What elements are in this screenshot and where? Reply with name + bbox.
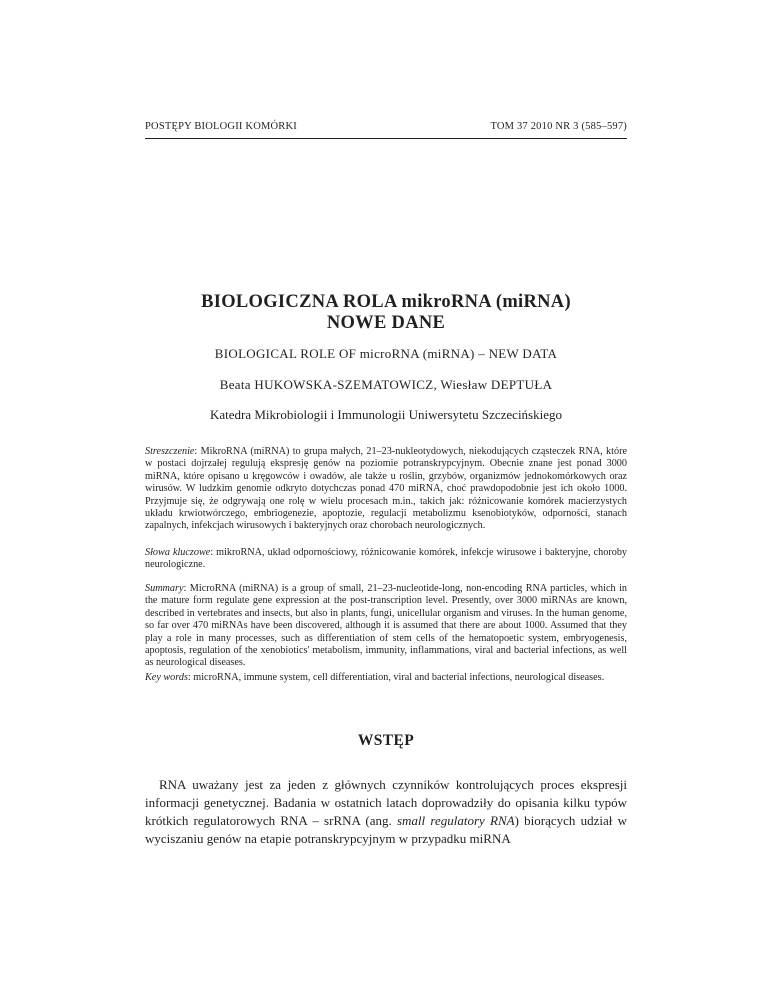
article-title-line-2: NOWE DANE	[326, 313, 446, 333]
article-title	[145, 292, 627, 334]
abstract-polish	[145, 446, 627, 533]
abstract-english	[145, 583, 627, 670]
keywords-polish-text: : mikroRNA, układ odpornościowy, różnicowanie komórek, infekcje wirusowe i bakteryjne, choroby neurologiczne.	[145, 547, 628, 571]
body-text-part-2: ) biorących udział w wyciszaniu genów na etapie potranskrypcyjnym w przypadku miRNA	[145, 813, 628, 846]
body-text-part-1: RNA uważany jest za jeden z głównych czynników kontrolujących proces ekspresji informacji genetycznej. Badania w ostatnich latach doprowadziły do opisania kilku typów krótkich regulatorowych RNA – srRNA (ang.	[145, 777, 627, 828]
keywords-polish-label: Słowa kluczowe	[145, 547, 211, 558]
authors: Beata HUKOWSKA-SZEMATOWICZ, Wiesław DEPTUŁA	[219, 377, 553, 392]
body-paragraph	[145, 776, 627, 848]
keywords-english-text: : microRNA, immune system, cell differentiation, viral and bacterial infections, neurological diseases.	[187, 672, 605, 683]
body-text-italic: small regulatory RNA	[396, 813, 515, 828]
abstract-english-label: Summary	[145, 583, 184, 594]
section-heading: WSTĘP	[357, 732, 415, 749]
article-title-english: BIOLOGICAL ROLE OF microRNA (miRNA) – NEW DATA	[214, 346, 558, 361]
journal-name: POSTĘPY BIOLOGII KOMÓRKI	[145, 121, 297, 132]
keywords-english	[145, 672, 627, 684]
affiliation: Katedra Mikrobiologii i Immunologii Uniwersytetu Szczecińskiego	[209, 407, 562, 422]
header-rule	[145, 138, 627, 139]
keywords-english-label: Key words	[145, 672, 188, 683]
volume-info: TOM 37 2010 NR 3 (585–597)	[490, 121, 627, 132]
abstract-english-text: : MicroRNA (miRNA) is a group of small, 21–23-nucleotide-long, non-encoding RNA particles, which in the mature form regulate gene expression at the post-transcription level. Presently, over 3000 miRNAs are known, described in vertebrates and insects, but also in plants, fungi, unicellular organism and viruses. In the human genome, so far over 470 miRNAs have been discovered, although it is assumed that there are about 1000. Assumed that they play a role in many processes, such as differentiation of stem cells of the hematopoetic system, embryogenesis, apoptosis, regulation of the xenobiotics' metabolism, immunity, inflammations, viral and bacterial infections, as well as neurological diseases.	[145, 583, 627, 669]
abstract-polish-text: : MikroRNA (miRNA) to grupa małych, 21–23-nukleotydowych, niekodujących cząsteczek RNA, które w postaci dojrzałej regulują ekspresję genów na poziomie potranskrypcyjnym. Obecnie znane jest ponad 3000 miRNA, które opisano u kręgowców i owadów, ale także u roślin, grzybów, organizmów jednokomórkowych oraz wirusów. W ludzkim genomie odkryto dotychczas ponad 470 miRNA, choć prawdopodobnie jest ich około 1000. Przyjmuje się, że odgrywają one rolę w wielu procesach m.in., takich jak: różnicowanie komórek macierzystych układu krwiotwórczego, embriogenezie, apoptozie, regulacji metabolizmu ksenobiotyków, odporności, stanach zapalnych, infekcjach wirusowych i bakteryjnych oraz chorobach neurologicznych.	[145, 446, 627, 532]
article-title-line-1: BIOLOGICZNA ROLA mikroRNA (miRNA)	[201, 292, 571, 312]
keywords-polish	[145, 547, 627, 572]
abstract-polish-label: Streszczenie	[145, 446, 195, 457]
